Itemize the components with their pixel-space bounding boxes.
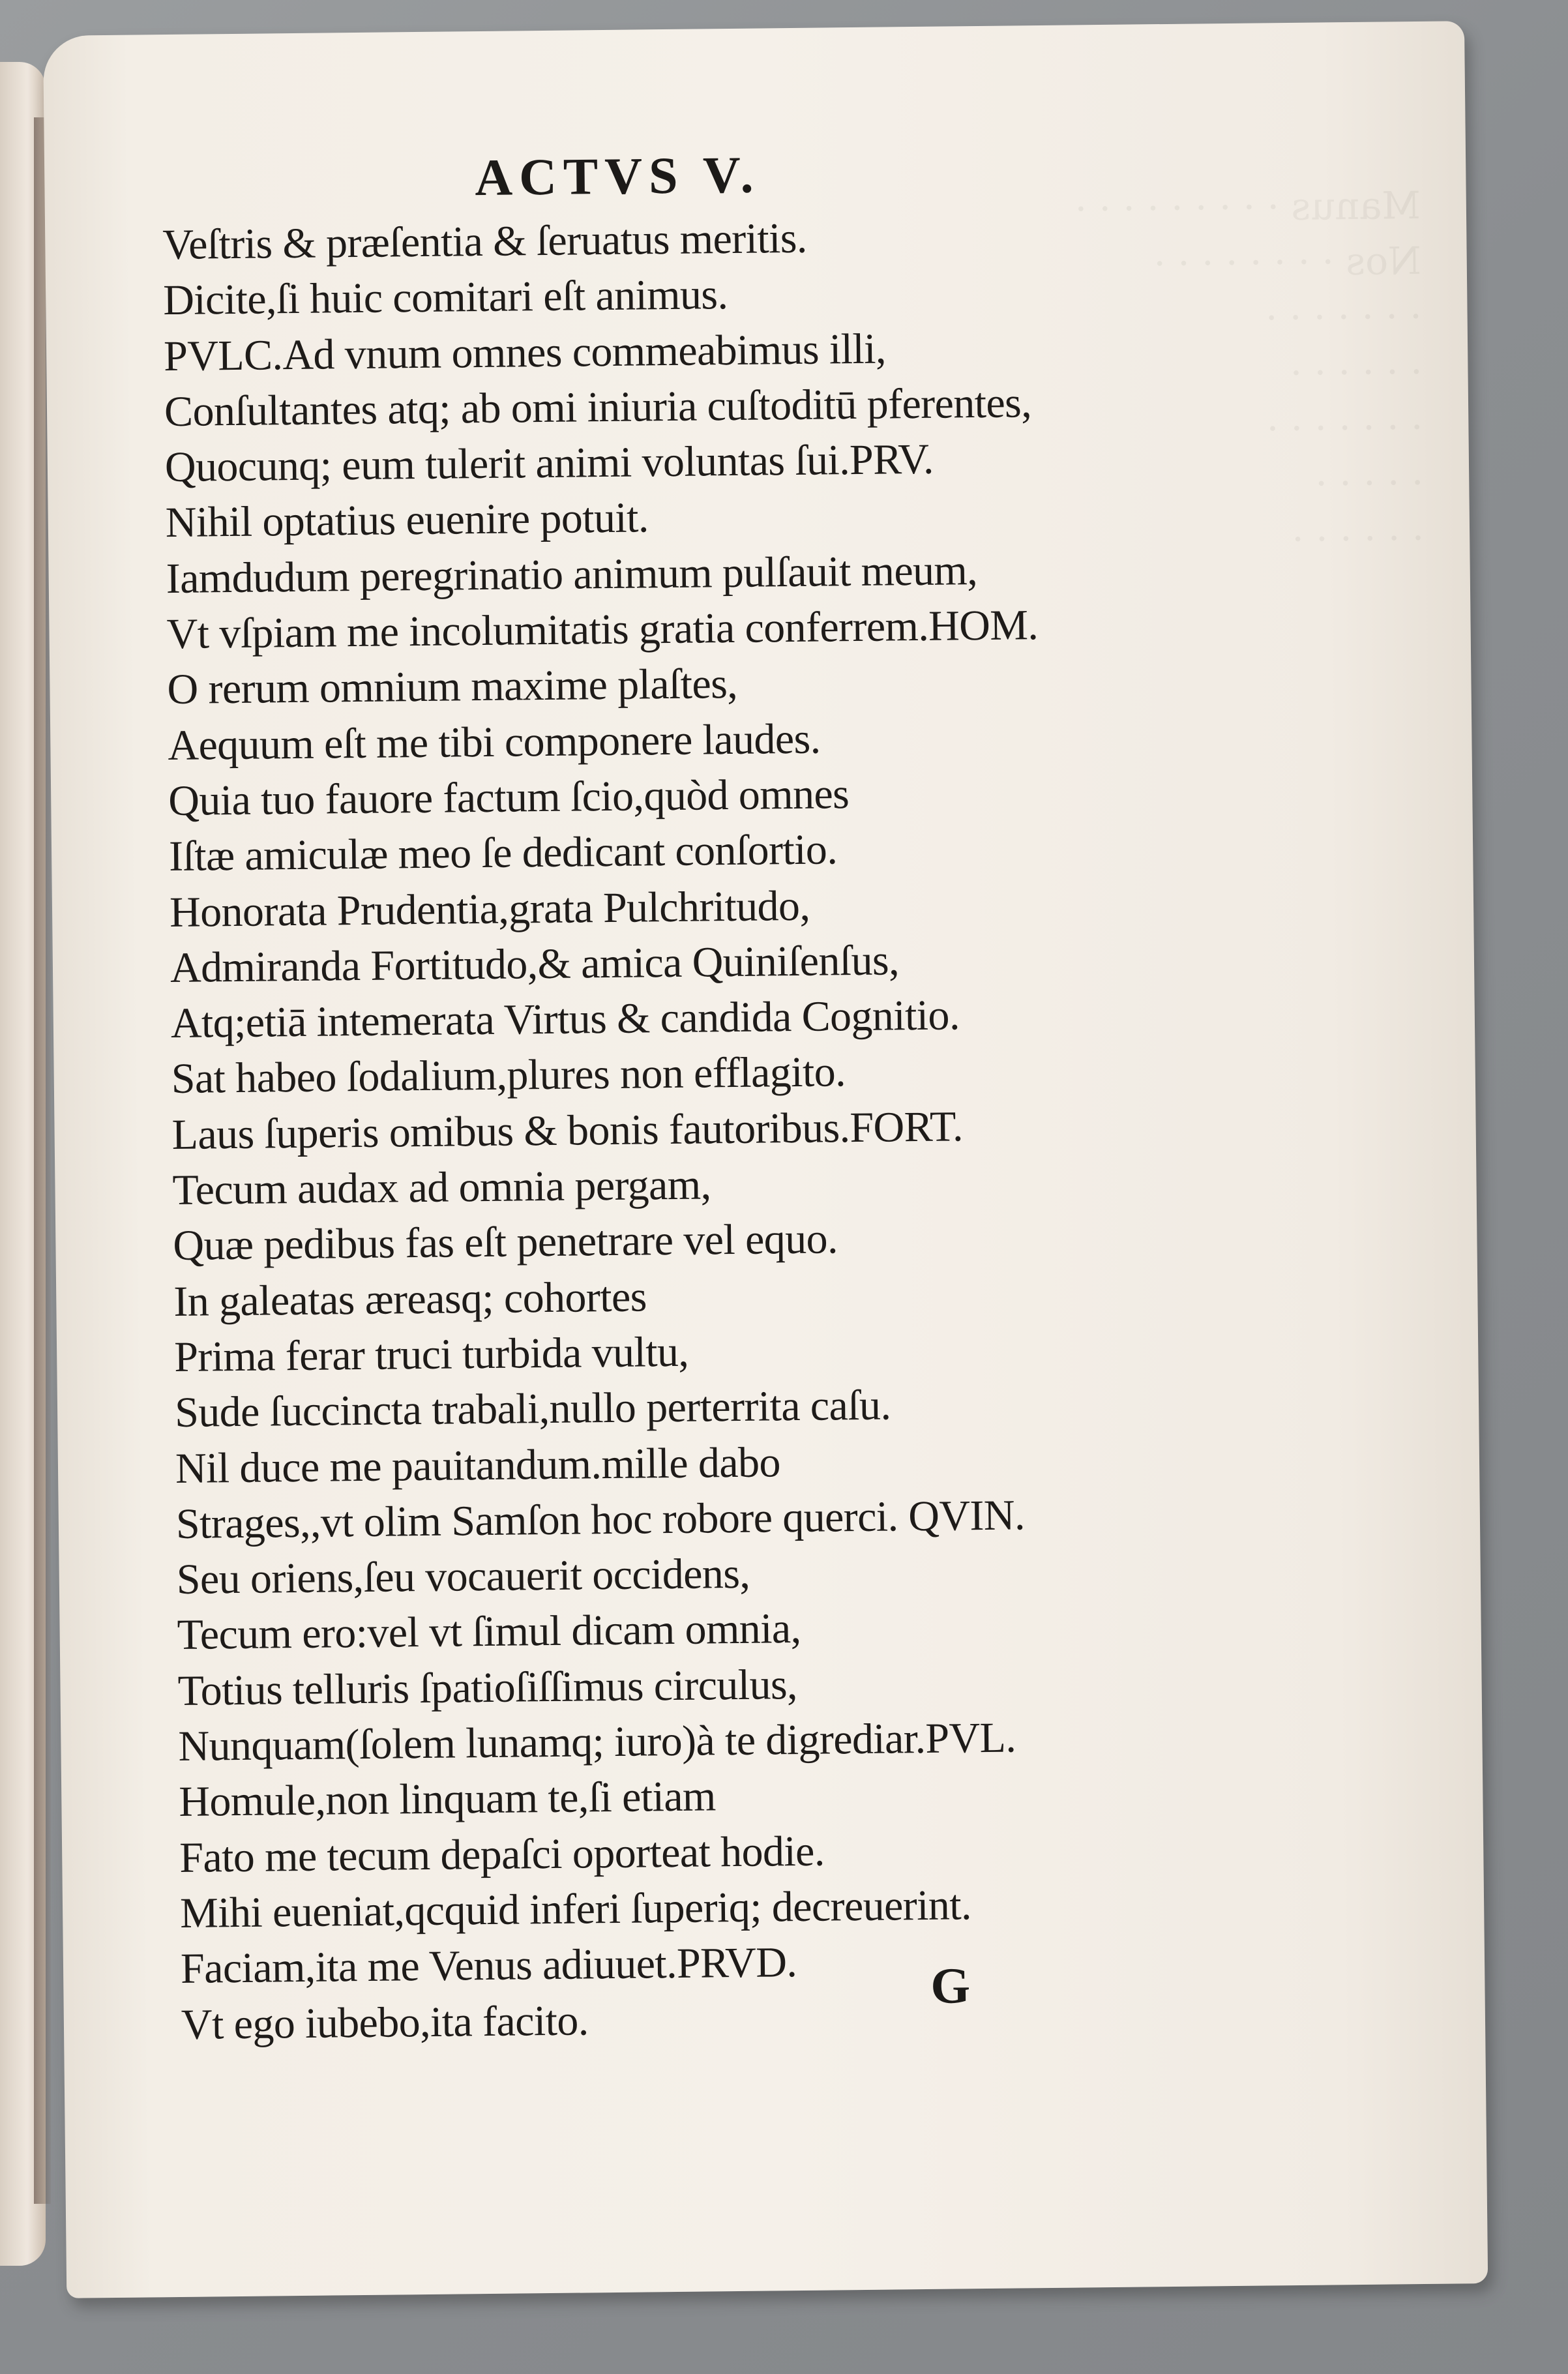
text-line: Tecum audax ad omnia pergam,: [172, 1161, 711, 1215]
text-line: Laus ſuperis omibus & bonis fautoribus.FORT.: [171, 1103, 964, 1159]
text-line: Quia tuo fauore factum ſcio,quòd omnes: [168, 770, 850, 825]
text-line: Honorata Prudentia,grata Pulchritudo,: [169, 882, 810, 936]
signature-mark: G: [930, 1956, 997, 2014]
text-line: Atq;etiā intemerata Virtus & candida Cognitio.: [170, 991, 960, 1048]
text-line: Strages,,vt olim Samſon hoc robore querci. QVIN.: [175, 1491, 1026, 1548]
text-line: Conſultantes atq; ab omi iniuria cuſtoditū pferentes,: [164, 379, 1032, 436]
text-line: Mihi eueniat,qcquid inferi ſuperiq; decreuerint.: [179, 1881, 972, 1937]
text-line: Quocunq; eum tulerit animi voluntas ſui.PRV.: [164, 435, 934, 492]
running-head: ACTVS V.: [474, 146, 760, 207]
text-line: Iſtæ amiculæ meo ſe dedicant conſortio.: [168, 825, 838, 881]
text-line: In galeatas æreasq; cohortes: [173, 1273, 647, 1326]
text-line: Faciam,ita me Venus adiuuet.PRVD.: [180, 1938, 797, 1993]
text-line: Tecum ero:vel vt ſimul dicam omnia,: [177, 1605, 801, 1659]
text-line: Aequum eſt me tibi componere laudes.: [168, 715, 821, 769]
text-line: Sat habeo ſodalium,plures non efflagito.: [171, 1048, 846, 1103]
text-line: Prima ferar truci turbida vultu,: [173, 1328, 689, 1381]
text-line: Vt ego iubebo,ita facito.: [181, 1996, 589, 2049]
text-line: PVLC.Ad vnum omnes commeabimus illi,: [163, 325, 887, 380]
text-line: Admiranda Fortitudo,& amica Quiniſenſus,: [170, 936, 900, 992]
text-line: Veſtris & præſentia & ſeruatus meritis.: [162, 214, 808, 269]
verse-text-block: [162, 205, 1342, 2052]
text-line: Nunquam(ſolem lunamq; iuro)à te digrediar.PVL.: [178, 1714, 1016, 1770]
text-line: Seu oriens,ſeu vocauerit occidens,: [176, 1549, 750, 1604]
text-line: Quæ pedibus fas eſt penetrare vel equo.: [173, 1215, 838, 1270]
text-line: Nihil optatius euenire potuit.: [165, 494, 649, 547]
text-line: Homule,non linquam te,ſi etiam: [178, 1772, 717, 1826]
text-line: Nil duce me pauitandum.mille dabo: [175, 1438, 781, 1492]
text-line: Fato me tecum depaſci oporteat hodie.: [179, 1827, 825, 1882]
text-line: Dicite,ſi huic comitari eſt animus.: [162, 271, 728, 325]
text-line: Iamdudum peregrinatio animum pulſauit meum,: [166, 546, 978, 602]
show-through-texture: Manus · · · · · · · · · Nos · · · · · · · · · · · · · · · · · · · · · · · · · · · · · · · · · · · · · · ·: [1074, 183, 1425, 561]
text-line: Totius telluris ſpatioſiſſimus circulus,: [177, 1660, 798, 1715]
text-line: Sude ſuccincta trabali,nullo perterrita caſu.: [174, 1381, 891, 1437]
book-page: [43, 21, 1488, 2298]
text-line: Vt vſpiam me incolumitatis gratia conferrem.HOM.: [166, 601, 1039, 659]
text-line: O rerum omnium maxime plaſtes,: [167, 660, 738, 714]
